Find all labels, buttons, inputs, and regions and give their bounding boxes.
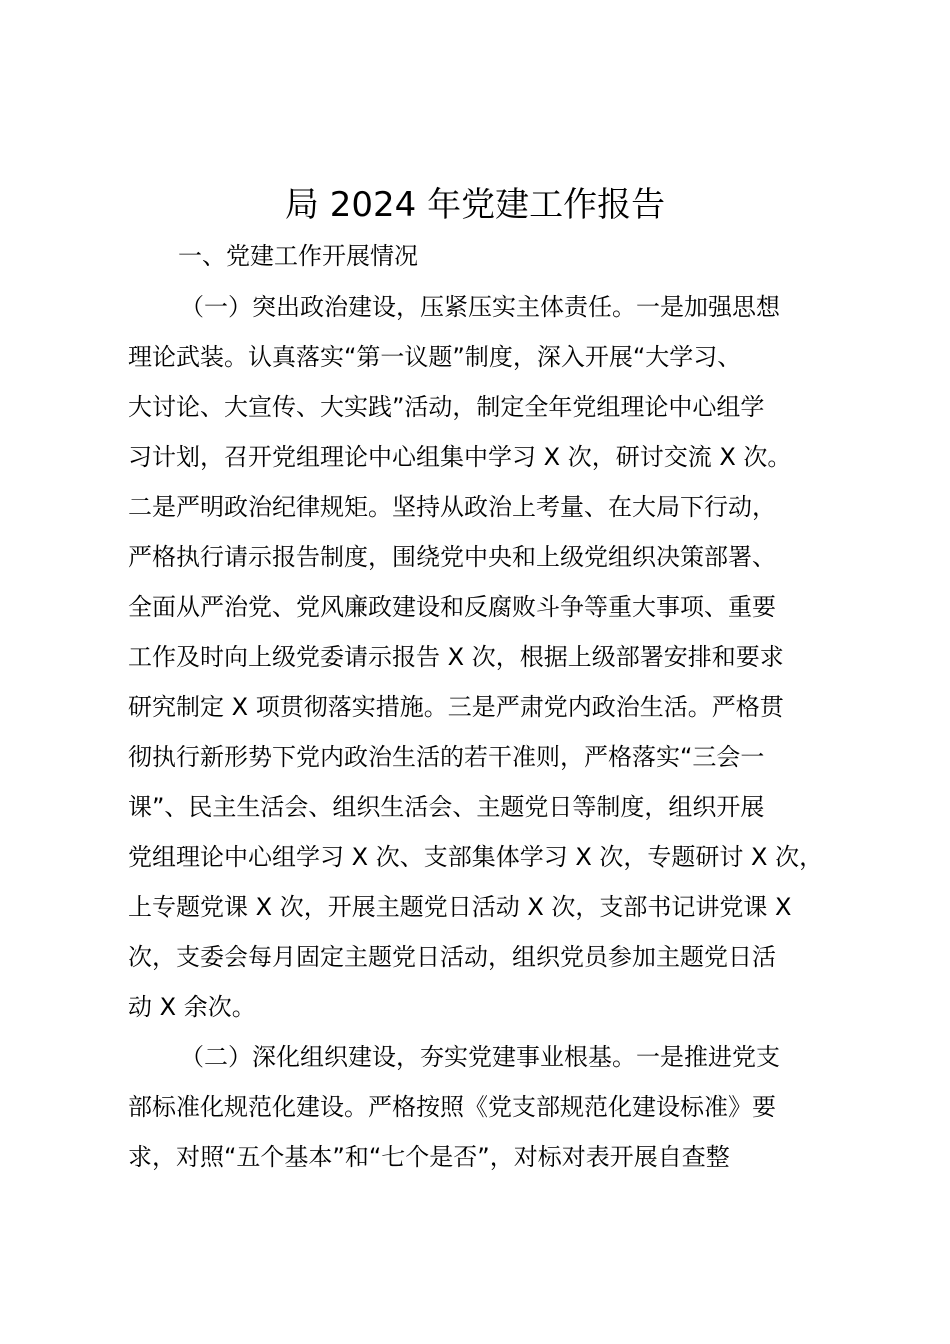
- text-line: 上专题党课 X 次，开展主题党日活动 X 次，支部书记讲党课 X: [128, 893, 792, 921]
- text-line: 课”、民主生活会、组织生活会、主题党日等制度，组织开展: [128, 793, 765, 821]
- section-heading: 一、党建工作开展情况: [178, 242, 418, 270]
- text-line: 党组理论中心组学习 X 次、支部集体学习 X 次，专题研讨 X 次，: [128, 843, 824, 871]
- paragraph-organization-building: [128, 1032, 848, 1182]
- text-line: 工作及时向上级党委请示报告 X 次，根据上级部署安排和要求: [128, 643, 784, 671]
- text-line: 求，对照“五个基本”和“七个是否”，对标对表开展自查整: [128, 1143, 730, 1171]
- text-line: （一）突出政治建设，压紧压实主体责任。一是加强思想: [180, 293, 780, 321]
- text-line: 部标准化规范化建设。严格按照《党支部规范化建设标准》要: [128, 1093, 776, 1121]
- document-title: 局 2024 年党建工作报告: [284, 185, 666, 225]
- text-line: 二是严明政治纪律规矩。坚持从政治上考量、在大局下行动，: [128, 493, 776, 521]
- body-text: [128, 282, 848, 1182]
- text-line: 全面从严治党、党风廉政建设和反腐败斗争等重大事项、重要: [128, 593, 776, 621]
- text-line: （二）深化组织建设，夯实党建事业根基。一是推进党支: [180, 1043, 780, 1071]
- text-line: 动 X 余次。: [128, 993, 256, 1021]
- text-line: 理论武装。认真落实“第一议题”制度，深入开展“大学习、: [128, 343, 742, 371]
- text-line: 研究制定 X 项贯彻落实措施。三是严肃党内政治生活。严格贯: [128, 693, 784, 721]
- text-line: 严格执行请示报告制度，围绕党中央和上级党组织决策部署、: [128, 543, 776, 571]
- text-line: 大讨论、大宣传、大实践”活动，制定全年党组理论中心组学: [128, 393, 765, 421]
- text-line: 习计划，召开党组理论中心组集中学习 X 次，研讨交流 X 次。: [128, 443, 792, 471]
- paragraph-political-building: [128, 282, 848, 1032]
- text-line: 彻执行新形势下党内政治生活的若干准则，严格落实“三会一: [128, 743, 765, 771]
- text-line: 次，支委会每月固定主题党日活动，组织党员参加主题党日活: [128, 943, 776, 971]
